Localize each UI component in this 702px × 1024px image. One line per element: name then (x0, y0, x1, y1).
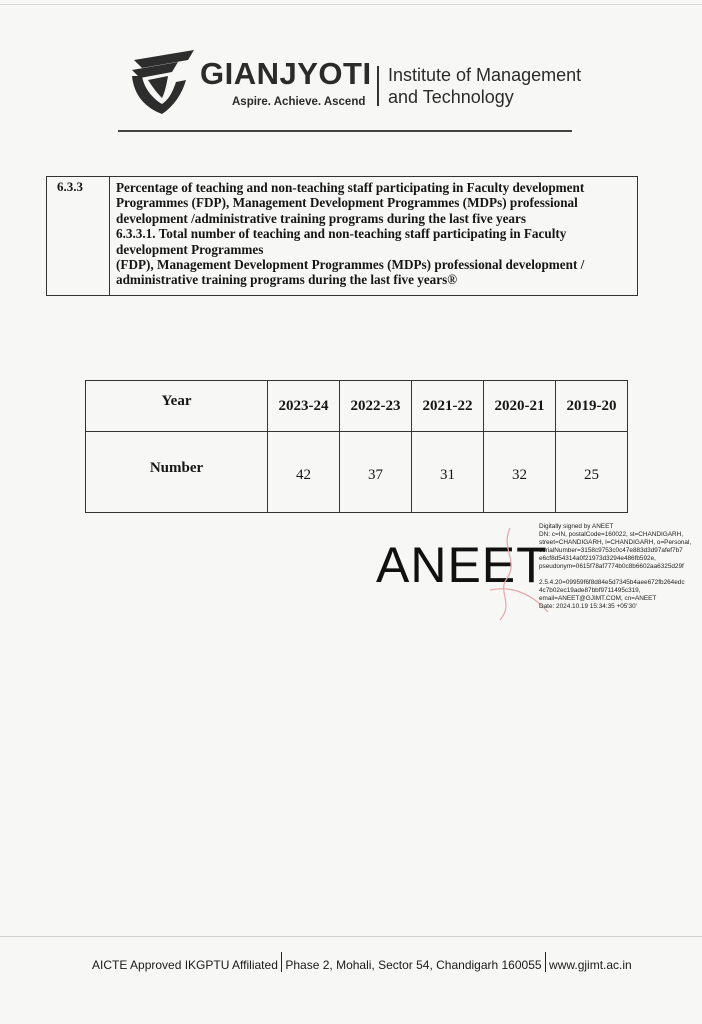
signature-detail-line: serialNumber=3158c9753c0c47e883d3d97afef7b7 (539, 547, 683, 554)
signature-name: ANEET (376, 537, 548, 593)
number-cell: 25 (556, 432, 628, 513)
number-cell: 37 (340, 432, 412, 513)
metric-line: administrative training programs during the last five years® (116, 272, 458, 288)
footer-affiliation: AICTE Approved IKGPTU Affiliated (92, 958, 278, 973)
number-header: Number (86, 432, 268, 513)
metric-line: development /administrative training programs during the last five years (116, 210, 527, 226)
staff-participation-table (85, 380, 628, 513)
footer (92, 956, 632, 976)
header-rule (118, 130, 572, 132)
year-cell: 2020-21 (484, 381, 556, 432)
number-cell: 31 (412, 432, 484, 513)
signature-detail-line: email=ANEET@GJIMT.COM, cn=ANEET (539, 595, 657, 602)
number-cell: 32 (484, 432, 556, 513)
year-header: Year (86, 381, 268, 432)
signature-detail-line: Digitally signed by ANEET (539, 523, 614, 530)
signature-details (539, 523, 702, 611)
institute-name-line-2: and Technology (388, 87, 514, 107)
metric-line: Programmes (FDP), Management Development Programmes (MDPs) professional (116, 195, 578, 211)
footer-rule (0, 936, 702, 937)
table-row (86, 432, 628, 513)
institute-name (388, 64, 581, 108)
signature-detail-line: Date: 2024.10.19 15:34:35 +05'30' (539, 603, 637, 610)
metric-description (116, 180, 631, 288)
gianjyoti-logo-icon (128, 46, 198, 116)
metric-line: (FDP), Management Development Programmes (MDPs) professional development / (116, 257, 585, 273)
footer-separator (545, 952, 547, 972)
metric-code: 6.3.3 (57, 179, 83, 194)
metric-line: 6.3.3.1. Total number of teaching and non-teaching staff participating in Faculty (116, 226, 567, 242)
footer-address: Phase 2, Mohali, Sector 54, Chandigarh 160055 (285, 958, 542, 973)
signature-detail-line: 2.5.4.20=09959f6f8d84e5d7345b4aee672fb264edc (539, 579, 685, 586)
signature-detail-line: DN: c=IN, postalCode=160022, st=CHANDIGARH, (539, 531, 684, 538)
year-cell: 2019-20 (556, 381, 628, 432)
header-divider (377, 66, 379, 106)
signature-detail-line: street=CHANDIGARH, l=CHANDIGARH, o=Personal, (539, 539, 692, 546)
brand-tagline: Aspire. Achieve. Ascend (232, 96, 366, 108)
year-cell: 2023-24 (268, 381, 340, 432)
metric-box (46, 176, 638, 296)
signature-detail-line: 4c7b02ec19ade87bbf9711495c319, (539, 587, 641, 594)
metric-line: development Programmes (116, 241, 264, 257)
signature-detail-line: pseudonym=0615f78af7774b0c8b6602aa6325d29f (539, 563, 684, 570)
institute-name-line-1: Institute of Management (388, 65, 582, 85)
brand-name: GIANJYOTI (200, 56, 372, 91)
metric-divider (109, 177, 110, 295)
metric-line: Percentage of teaching and non-teaching staff participating in Faculty development (116, 180, 585, 195)
signature-detail-line: e6cf8d54314a0f21973d3294e486fb592e, (539, 555, 656, 562)
signature-detail-gap (539, 571, 702, 579)
year-cell: 2022-23 (340, 381, 412, 432)
number-cell: 42 (268, 432, 340, 513)
year-cell: 2021-22 (412, 381, 484, 432)
page-top-edge (0, 4, 702, 5)
table-header-row (86, 381, 628, 432)
footer-website: www.gjimt.ac.in (549, 958, 632, 973)
footer-separator (281, 952, 283, 972)
